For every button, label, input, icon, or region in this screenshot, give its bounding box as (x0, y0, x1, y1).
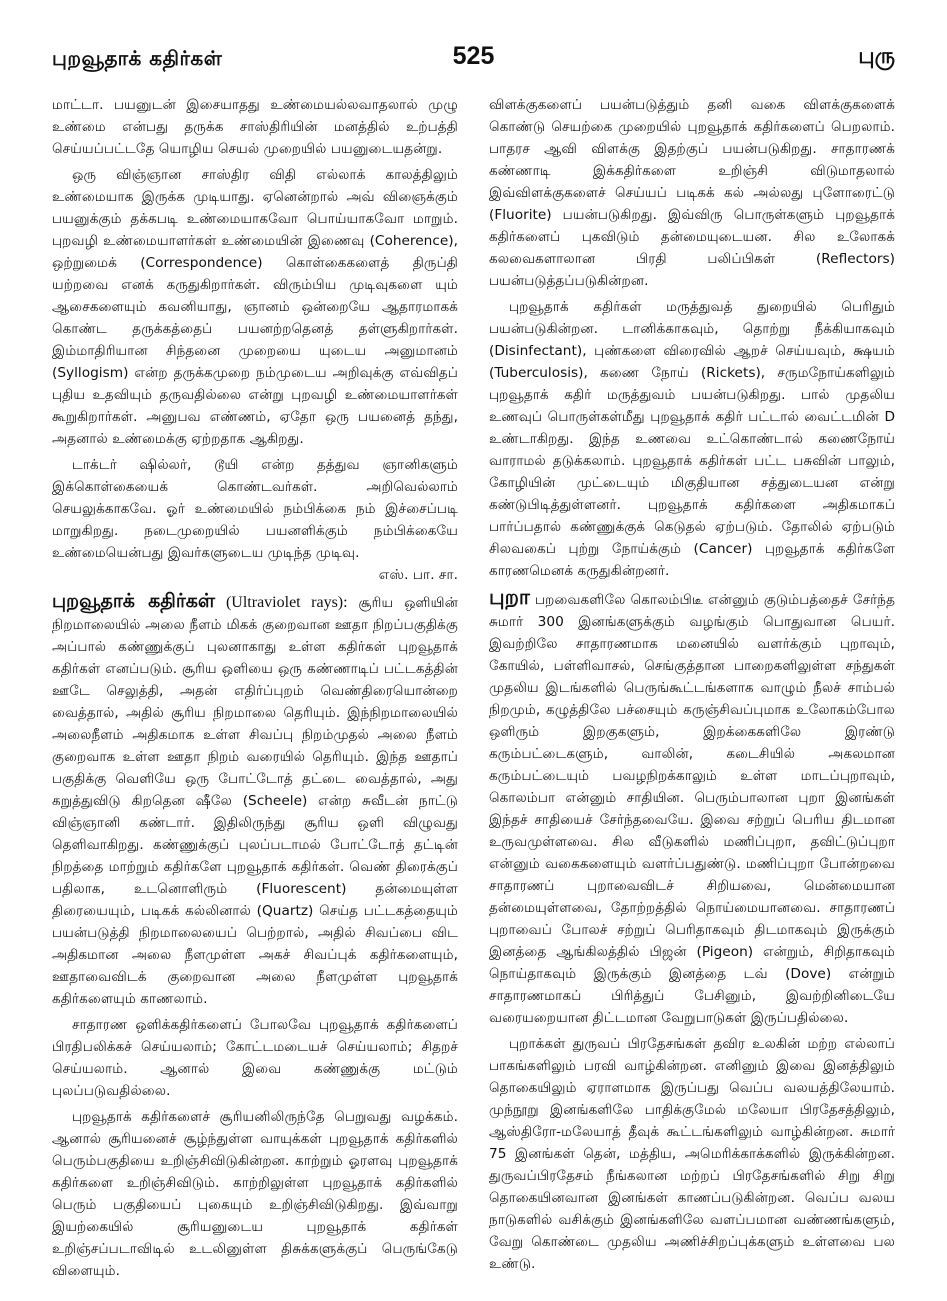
guide-word: புரு (858, 44, 895, 69)
running-title: புறவூதாக் கதிர்கள் (52, 46, 223, 70)
prev-article-paragraph: மாட்டா. பயனுடன் இசையாதது உண்மையல்லவாதலால் முழு உண்மை என்பது தருக்க சாஸ்திரியின் மனத்தில் உற்பத்தி செய்யப்பட்டதே யொழிய செயல் முறையில் பயனுடையதன்று. (52, 97, 458, 157)
uv-paragraph: சாதாரண ஒளிக்கதிர்களைப் போலவே புறவூதாக் கதிர்களைப் பிரதிபலிக்கச் செய்யலாம்; கோட்டமடையச் செய்யலாம்; சிதறச் செய்யலாம். ஆனால் இவை கண்ணுக்கு மட்டும் புலப்படுவதில்லை. (52, 1017, 458, 1099)
uv-continued-paragraph: புறவூதாக் கதிர்கள் மருத்துவத் துறையில் பெரிதும் பயன்படுகின்றன. டானிக்காகவும், தொற்று நீக்கியாகவும் (Disinfectant), புண்களை விரைவில் ஆறச் செய்யவும், க்ஷயம் (Tuberculosis), கணை நோய் (Rickets), சருமநோய்களிலும் புறவூதாக் கதிர் மருத்துவம் பயன்படுகிறது. பால் முதலிய உணவுப் பொருள்கள்மீது புறவூதாக் கதிர் பட்டால் வைட்டமின் D உண்டாகிறது. இந்த உணவை உட்கொண்டால் கணைநோய் வாராமல் தடுக்கலாம். புறவூதாக் கதிர்கள் பட்ட பசுவின் பாலும், கோழியின் முட்டையும் மிகுதியான சத்துடையன என்று கண்டுபிடித்துள்ளனர். புறவூதாக் கதிர்களை அதிகமாகப் பார்ப்பதால் கண்ணுக்குக் கெடுதல் ஏற்படும். தோலில் ஏற்படும் சிலவகைப் புற்று நோய்க்கும் (Cancer) புறவூதாக் கதிர்களே காரணமெனக் கருதுகின்றனர். (489, 299, 895, 579)
text-columns (52, 94, 895, 1286)
pura-headword: புறா (489, 585, 530, 609)
pura-article-lead (489, 586, 895, 1029)
prev-article-paragraph: டாக்டர் ஷில்லர், டூயி என்ற தத்துவ ஞானிகளும் இக்கொள்கையைக் கொண்டவர்கள். அறிவெல்லாம் செயலுக்காகவே. ஓர் உண்மையில் நம்பிக்கை நம் இச்சைப்படி மாறுகிறது. நடைமுறையில் பயனளிக்கும் நம்பிக்கையே உண்மையென்பது இவர்களுடைய முடிந்த முடிவு. (52, 457, 458, 561)
right-column (489, 94, 895, 1286)
pura-lead-text: பறவைகளிலே கொலம்பிடீ என்னும் குடும்பத்தைச் சேர்ந்த சுமார் 300 இனங்களுக்கும் வழங்கும் பொதுவான பெயர். இவற்றிலே சாதாரணமாக மனையில் வளர்க்கும் புறாவும், கோயில், பள்ளிவாசல், செங்குத்தான பாறைகளிலுள்ள சந்துகள் முதலிய இடங்களில் பெருங்கூட்டங்களாக வாழும் நீலச் சாம்பல் நிறமும், கழுத்திலே பச்சையும் கருஞ்சிவப்புமாக உலோகம்போல ஒளிரும் இறகுகளும், இறக்கைகளிலே இரண்டு கரும்பட்டைகளும், வாலின், கடைசியில் அகலமான கரும்பட்டையும் பவழநிறக்காலும் உள்ள மாடப்புறாவும், கொலம்பா என்னும் சாதியின. பெரும்பாலான புறா இனங்கள் இந்தச் சாதியைச் சேர்ந்தவையே. இவை சற்றுப் பெரிய திடமான உருவமுள்ளவை. சில வீடுகளில் மணிப்புறா, தவிட்டுப்புறா என்னும் வகைகளையும் வளர்ப்பதுண்டு. மணிப்புறா போன்றவை சாதாரணப் புறாவைவிடச் சிறியவை, மென்மையான தன்மையுள்ளவை, தோற்றத்தில் நொய்மையானவை. சாதாரணப் புறாவைப் போலச் சற்றுப் பெரிதாகவும் திடமாகவும் இருக்கும் இனத்தை ஆங்கிலத்தில் பிஜன் (Pigeon) என்றும், சிறிதாகவும் நொய்தாகவும் இருக்கும் இனத்தை டவ் (Dove) என்றும் சாதாரணமாகப் பிரித்துப் பேசினும், இவற்றினிடையே வரையறையான திட்டமான வேறுபாடுகள் இருப்பதில்லை. (489, 592, 896, 1026)
prev-article-paragraph: ஒரு விஞ்ஞான சாஸ்திர விதி எல்லாக் காலத்திலும் உண்மையாக இருக்க முடியாது. ஏனென்றால் அவ் விஞைக்கும் பயனுக்கும் தக்கபடி உண்மையாகவோ பொய்யாகவோ மாறும். புறவழி உண்மையாளர்கள் உண்மையின் இணைவு (Coherence), ஒற்றுமைக் (Correspondence) கொள்கைகளைத் திருப்தி யற்றவை எனக் கருதுகிறார்கள். விரும்பிய முடிவுகளை யும் ஆசைகளையும் கவனியாது, ஞானம் ஒன்றையே ஆதாரமாகக் கொண்ட தருக்கத்தைப் பயனற்றதெனத் தள்ளுகிறார்கள். இம்மாதிரியான சிந்தனை முறையை யுடைய அனுமானம் (Syllogism) என்ற தருக்கமுறை நம்முடைய அறிவுக்கு எவ்விதப் புதிய உதவியும் தருவதில்லை என்று புறவழி உண்மையாளர்கள் கூறுகிறார்கள். அனுபவ எண்ணம், ஏதோ ஒரு பயனைத் தந்து, அதனால் உண்மைக்கு ஏற்றதாக ஆகிறது. (52, 167, 458, 447)
uv-article-lead (52, 590, 458, 1010)
pura-paragraph: புறாக்கள் துருவப் பிரதேசங்கள் தவிர உலகின் மற்ற எல்லாப் பாகங்களிலும் பரவி வாழ்கின்றன. எனினும் இவை இனத்திலும் தொகையிலும் ஏராளமாக இருப்பது வெப்ப வலயத்திலேயாம். முந்நூறு இனங்களிலே பாதிக்குமேல் மலேயா பிரதேசத்திலும், ஆஸ்திரோ-மலேயாத் தீவுக் கூட்டங்களிலும் வாழ்கின்றன. சுமார் 75 இனங்கள் தென், மத்திய, அமெரிக்காக்களில் இருக்கின்றன. துருவப்பிரதேசம் நீங்கலான மற்றப் பிரதேசங்களில் சிறு சிறு தொகையினவான இனங்கள் காணப்படுகின்றன. வெப்ப வலய நாடுகளில் வசிக்கும் இனங்களிலே வளப்பமான வண்ணங்களும், வேறு கொண்டை முதலிய அணிச்சிறப்புக்களும் உள்ளவை பல உண்டு. (489, 1036, 895, 1272)
uv-paragraph: புறவூதாக் கதிர்களைச் சூரியனிலிருந்தே பெறுவது வழக்கம். ஆனால் சூரியனைச் சூழ்ந்துள்ள வாயுக்கள் புறவூதாக் கதிர்களில் பெரும்பகுதியை உறிஞ்சிவிடுகின்றன. காற்றும் ஓரளவு புறவூதாக் கதிர்களை உறிஞ்சிவிடும். காற்றிலுள்ள புறவூதாக் கதிர்களில் பெரும் பகுதியைப் புகையும் உறிஞ்சிவிடுகிறது. இவ்வாறு இயற்கையில் சூரியனுடைய புறவூதாக் கதிர்கள் உறிஞ்சப்படாவிடில் உடலினுள்ள திசுக்களுக்குப் பெருங்கேடு விளையும். (52, 1109, 458, 1279)
page-number: 525 (452, 42, 495, 70)
uv-continued-paragraph: விளக்குகளைப் பயன்படுத்தும் தனி வகை விளக்குகளைக் கொண்டு செயற்கை முறையில் புறவூதாக் கதிர்களைப் பெறலாம். பாதரச ஆவி விளக்கு இதற்குப் பயன்படுகிறது. சாதாரணக் கண்ணாடி இக்கதிர்களை உறிஞ்சி விடுமாதலால் இவ்விளக்குகளைச் செய்யப் படிகக் கல் அல்லது புளோரைட்டு (Fluorite) பயன்படுகிறது. இவ்விரு பொருள்களும் புறவூதாக் கதிர்களைப் புகவிடும் தன்மையுடையன. சில உலோகக் கலவைகளாலான பிரதி பலிப்பிகள் (Reflectors) பயன்படுத்தப்படுகின்றன. (489, 97, 895, 289)
uv-headword: புறவூதாக் கதிர்கள் (52, 590, 216, 612)
uv-lead-text: சூரிய ஒளியின் நிறமாலையில் அலை நீளம் மிகக் குறைவான ஊதா நிறப்பகுதிக்கு அப்பால் கண்ணுக்குப் புலனாகாது உள்ள கதிர்கள் புறவூதாக் கதிர்கள் எனப்படும். சூரிய ஒளியை ஒரு கண்ணாடிப் பட்டகத்தின் ஊடே செலுத்தி, அதன் எதிர்ப்புறம் வெண்திரையொன்றை வைத்தால், அதில் சூரிய நிறமாலை தெரியும். இந்நிறமாலையில் அலைநீளம் அதிகமாக உள்ள சிவப்பு நிறம்முதல் அலை நீளம் குறைவாக உள்ள ஊதா நிறம் வரையில் தெரியும். இந்த ஊதாப் பகுதிக்கு வெளியே ஒரு போட்டோத் தட்டை வைத்தால், அது கறுத்துவிடு கிறதென ஷீலே (Scheele) என்ற சுவீடன் நாட்டு விஞ்ஞானி கண்டார். இதிலிருந்து சூரிய ஒளி விழுவது தெளிவாகிறது. கண்ணுக்குப் புலப்படாமல் போட்டோத் தட்டின் நிறத்தை மாற்றும் கதிர்களே புறவூதாக் கதிர்கள். வெண் திரைக்குப் பதிலாக, உடனொளிரும் (Fluorescent) தன்மையுள்ள திரையையும், படிகக் கல்லினால் (Quartz) செய்த பட்டகத்தையும் பயன்படுத்தி நிறமாலையைப் பெற்றால், அதில் சிவப்பை விட அதிகமான அலை நீளமுள்ள அகச் சிவப்புக் கதிர்களையும், ஊதாவைவிடக் குறைவான அலை நீளமுள்ள புறவூதாக் கதிர்களையும் காணலாம். (52, 595, 458, 1007)
left-column (52, 94, 458, 1286)
uv-headword-english: (Ultraviolet rays): (225, 594, 348, 611)
page-header (52, 40, 895, 86)
article-signature: எஸ். பா. சா. (378, 567, 458, 583)
